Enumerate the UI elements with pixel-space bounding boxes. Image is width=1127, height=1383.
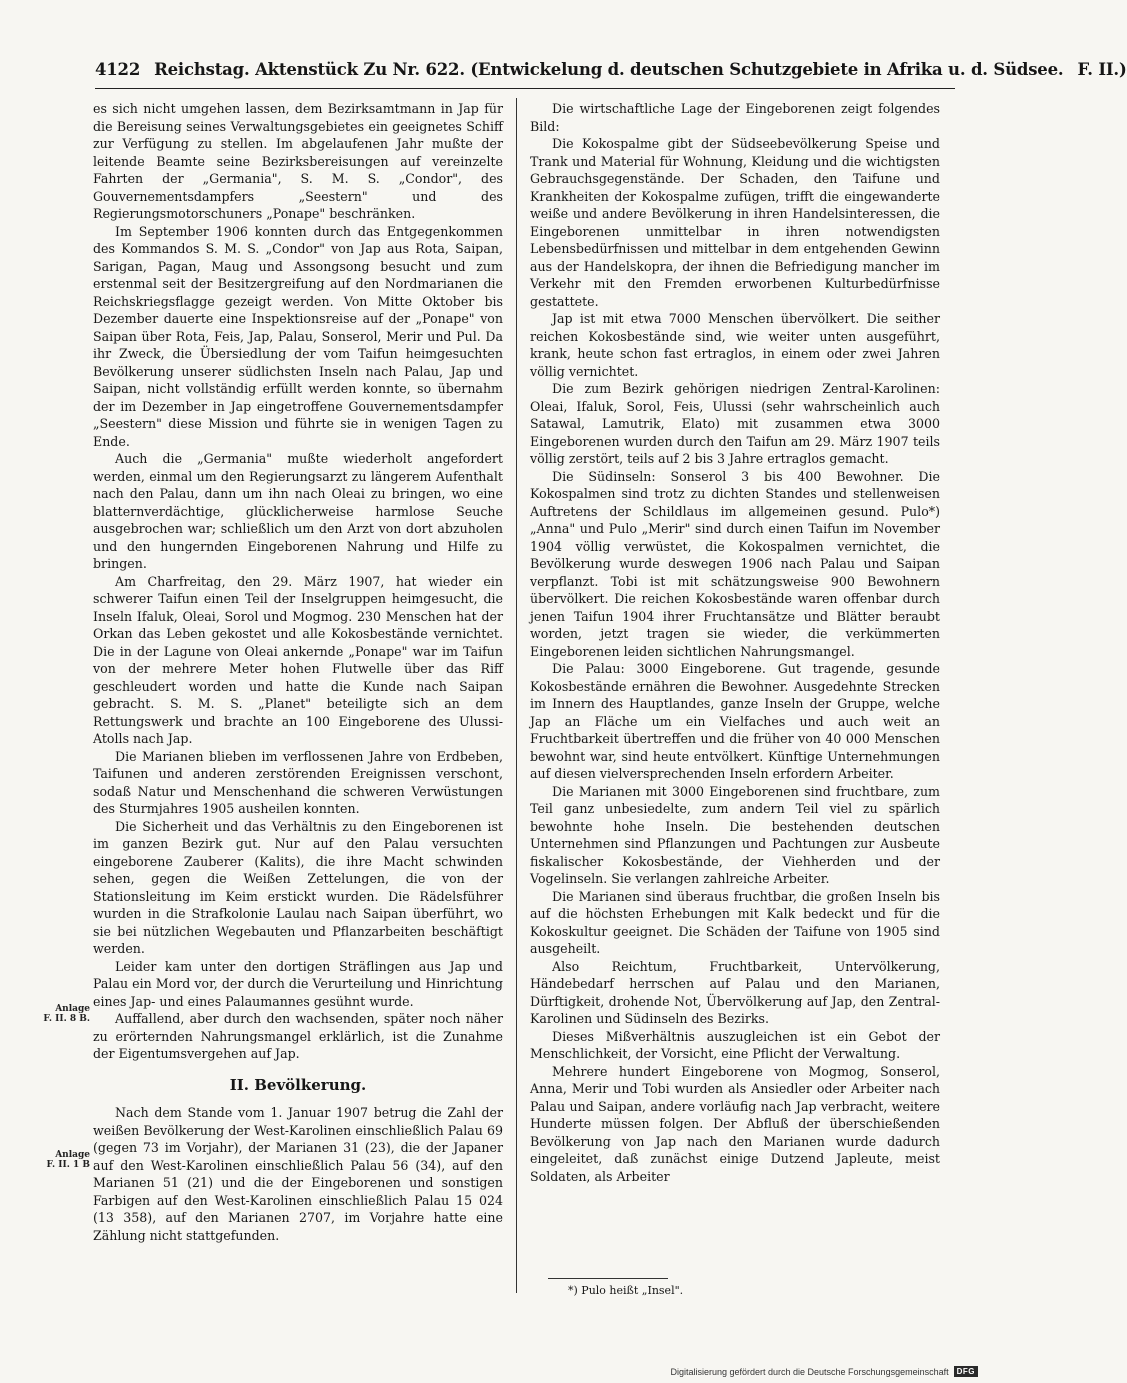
paragraph: Die Palau: 3000 Eingeborene. Gut tragende, gesunde Kokosbestände ernähren die Bewohner. Ausgedehnte Strecken im Innern des Hauptlandes, ganze Inseln der Gruppe, welche Jap an Fläche um ein Vielfaches und auch weit an Fruchtbarkeit übertreffen und die früher von 40 000 Menschen bewohnt war, sind heute entvölkert. Künftige Unternehmungen auf diesen vielversprechenden Inseln erfordern Arbeiter. [530, 661, 940, 781]
paragraph: Am Charfreitag, den 29. März 1907, hat wieder ein schwerer Taifun einen Teil der Inselgruppen heimgesucht, die Inseln Ifaluk, Oleai, Sorol und Mogmog. 230 Menschen hat der Orkan das Leben gekostet und alle Kokosbestände vernichtet. Die in der Lagune von Oleai ankernde „Ponape" war im Taifun von der mehrere Meter hohen Flutwelle über das Riff geschleudert worden und hatte die Kunde nach Saipan gebracht. S. M. S. „Planet" beteiligte sich an dem Rettungswerk und brachte an 100 Eingeborene des Ulussi-Atolls nach Jap. [93, 573, 503, 746]
left-column [93, 100, 503, 1300]
margin-annotation [36, 1150, 90, 1170]
paragraph: Die Kokospalme gibt der Südseebevölkerung Speise und Trank und Material für Wohnung, Kleidung und die wichtigsten Gebrauchsgegenstände. Der Schaden, den Taifune und Krankheiten der Kokospalme zufügen, trifft die eingewanderte weiße und andere Bevölkerung in ihren Handelsinteressen, die Eingeborenen unmittelbar in ihren notwendigsten Lebensbedürfnissen und mittelbar in dem entgehenden Gewinn aus der Handelskopra, der ihnen die Befriedigung mancher im Verkehr mit den Fremden erworbenen Kulturbedürfnisse gestattete. [530, 136, 940, 309]
margin-annotation [36, 1004, 90, 1024]
margin-annotation-label: Anlage [55, 1150, 90, 1160]
paragraph: Auch die „Germania" mußte wiederholt angefordert werden, einmal um den Regierungsarzt zu längerem Aufenthalt nach den Palau, dann um ihn nach Oleai zu bringen, wo eine blatternverdächtige, glücklicherweise harmlose Seuche ausgebrochen war; schließlich um den Arzt von dort abzuholen und den hungernden Eingeborenen Nahrung und Hilfe zu bringen. [93, 451, 503, 571]
section-heading: II. Bevölkerung. [229, 1075, 367, 1094]
paragraph: Leider kam unter den dortigen Sträflingen aus Jap und Palau ein Mord vor, der durch die Verurteilung und Hinrichtung eines Jap- und eines Palaumannes gesühnt wurde. [93, 958, 503, 1009]
credit-text: Digitalisierung gefördert durch die Deutsche Forschungsgemeinschaft [670, 1366, 949, 1377]
paragraph: Dieses Mißverhältnis auszugleichen ist ein Gebot der Menschlichkeit, der Vorsicht, eine Pflicht der Verwaltung. [530, 1028, 940, 1061]
paragraph: Die wirtschaftliche Lage der Eingeborenen zeigt folgendes Bild: [530, 101, 940, 134]
paragraph: Nach dem Stande vom 1. Januar 1907 betrug die Zahl der weißen Bevölkerung der West-Karolinen einschließlich Palau 69 (gegen 73 im Vorjahr), der Marianen 31 (23), die der Japaner auf den West-Karolinen einschließlich Palau 56 (34), auf den Marianen 51 (21) und die der Eingeborenen und sonstigen Farbigen auf den West-Karolinen einschließlich Palau 15 024 (13 358), auf den Marianen 2707, im Vorjahre hatte eine Zählung nicht stattgefunden. [93, 1105, 503, 1243]
margin-annotation-ref: F. II. 1 B [46, 1160, 90, 1170]
paragraph: Die Südinseln: Sonserol 3 bis 400 Bewohner. Die Kokospalmen sind trotz zu dichten Standes und stellenweisen Auftretens der Schildlaus im allgemeinen gesund. Pulo*) „Anna" und Pulo „Merir" sind durch einen Taifun im November 1904 völlig verwüstet, die Kokospalmen vernichtet, die Bevölkerung wurde deswegen 1906 nach Palau und Saipan verpflanzt. Tobi ist mit schätzungsweise 900 Bewohnern übervölkert. Die reichen Kokosbestände waren offenbar durch jenen Taifun 1904 ihrer Fruchtansätze und Blätter beraubt worden, jetzt tragen sie wieder, die verkümmerten Eingeborenen leiden sichtlichen Nahrungsmangel. [530, 468, 940, 659]
paragraph: Im September 1906 konnten durch das Entgegenkommen des Kommandos S. M. S. „Condor" von Jap aus Rota, Saipan, Sarigan, Pagan, Maug und Assongsong besucht und zum erstenmal seit der Besitzergreifung auf den Nordmarianen die Reichskriegsflagge gezeigt werden. Von Mitte Oktober bis Dezember dauerte eine Inspektionsreise auf der „Ponape" von Saipan über Rota, Feis, Jap, Palau, Sonserol, Merir und Pul. Da ihr Zweck, die Übersiedlung der vom Taifun heimgesuchten Bevölkerung unserer südlichsten Inseln nach Palau, Jap und Saipan, nicht vollständig erfüllt werden konnte, so übernahm der im Dezember in Jap eingetroffene Gouvernementsdampfer „Seestern" diese Mission und führte sie in wenigen Tagen zu Ende. [93, 223, 503, 449]
paragraph: Die Marianen blieben im verflossenen Jahre von Erdbeben, Taifunen und anderen zerstörenden Ereignissen verschont, sodaß Natur und Menschenhand die schweren Verwüstungen des Sturmjahres 1905 ausheilen konnten. [93, 748, 503, 816]
page-header [95, 60, 1127, 79]
paragraph: Die Marianen sind überaus fruchtbar, die großen Inseln bis auf die höchsten Erhebungen mit Kalk bedeckt und für die Kokoskultur geeignet. Die Schäden der Taifune von 1905 sind ausgeheilt. [530, 888, 940, 956]
page-header-title: Reichstag. Aktenstück Zu Nr. 622. (Entwickelung d. deutschen Schutzgebiete in Afrika u. d. Südsee. [154, 60, 1064, 79]
paragraph: Also Reichtum, Fruchtbarkeit, Untervölkerung, Händebedarf herrschen auf Palau und den Marianen, Dürftigkeit, drohende Not, Übervölkerung auf Jap, den Zentral-Karolinen und Südinseln des Bezirks. [530, 958, 940, 1026]
column-divider [516, 98, 517, 1293]
digitization-credit [670, 1366, 978, 1377]
header-rule [95, 88, 955, 89]
paragraph: Die zum Bezirk gehörigen niedrigen Zentral-Karolinen: Oleai, Ifaluk, Sorol, Feis, Ulussi (sehr wahrscheinlich auch Satawal, Lamutrik, Elato) mit zusammen etwa 3000 Eingeborenen wurden durch den Taifun am 29. März 1907 teils völlig zerstört, teils auf 2 bis 3 Jahre ertraglos gemacht. [530, 381, 940, 466]
page-header-section: F. II.) [1077, 60, 1127, 79]
right-column [530, 100, 940, 1315]
page-number: 4122 [95, 60, 141, 79]
dfg-logo-icon: DFG [954, 1366, 978, 1377]
paragraph: Die Marianen mit 3000 Eingeborenen sind fruchtbare, zum Teil ganz unbesiedelte, zum andern Teil viel zu spärlich bewohnte hohe Inseln. Die bestehenden deutschen Unternehmen sind Pflanzungen und Pachtungen zur Ausbeute fiskalischer Kokosbestände, der Viehherden und der Vogelinseln. Sie verlangen zahlreiche Arbeiter. [530, 783, 940, 886]
margin-annotation-ref: F. II. 8 B. [43, 1014, 90, 1024]
margin-annotation-label: Anlage [55, 1004, 90, 1014]
paragraph: es sich nicht umgehen lassen, dem Bezirksamtmann in Jap für die Bereisung seines Verwaltungsgebietes ein geeignetes Schiff zur Verfügung zu stellen. Im abgelaufenen Jahr mußte der leitende Beamte seine Bezirksbereisungen auf vereinzelte Fahrten der „Germania", S. M. S. „Condor", des Gouvernementsdampfers „Seestern" und des Regierungsmotorschuners „Ponape" beschränken. [93, 101, 503, 221]
paragraph: Mehrere hundert Eingeborene von Mogmog, Sonserol, Anna, Merir und Tobi wurden als Ansiedler oder Arbeiter nach Palau und Saipan, andere vorläufig nach Jap verbracht, weitere Hunderte müssen folgen. Der Abfluß der überschießenden Bevölkerung von Jap nach den Marianen wurde dadurch eingeleitet, daß zunächst einige Dutzend Japleute, meist Soldaten, als Arbeiter [530, 1063, 940, 1184]
paragraph: Die Sicherheit und das Verhältnis zu den Eingeborenen ist im ganzen Bezirk gut. Nur auf den Palau versuchten eingeborene Zauberer (Kalits), die ihre Macht schwinden sehen, gegen die Weißen Zettelungen, die von der Stationsleitung im Keim erstickt wurden. Die Rädelsführer wurden in die Strafkolonie Laulau nach Saipan überführt, wo sie bei nützlichen Wegebauten und Pflanzarbeiten beschäftigt werden. [93, 818, 503, 956]
paragraph: Jap ist mit etwa 7000 Menschen übervölkert. Die seither reichen Kokosbestände sind, wie weiter unten ausgeführt, krank, heute schon fast ertraglos, in einem oder zwei Jahren völlig vernichtet. [530, 311, 940, 379]
footnote-rule [548, 1278, 668, 1279]
footnote: *) Pulo heißt „Insel". [568, 1284, 684, 1297]
paragraph: Auffallend, aber durch den wachsenden, später noch näher zu erörternden Nahrungsmangel erklärlich, ist die Zunahme der Eigentumsvergehen auf Jap. [93, 1011, 503, 1061]
